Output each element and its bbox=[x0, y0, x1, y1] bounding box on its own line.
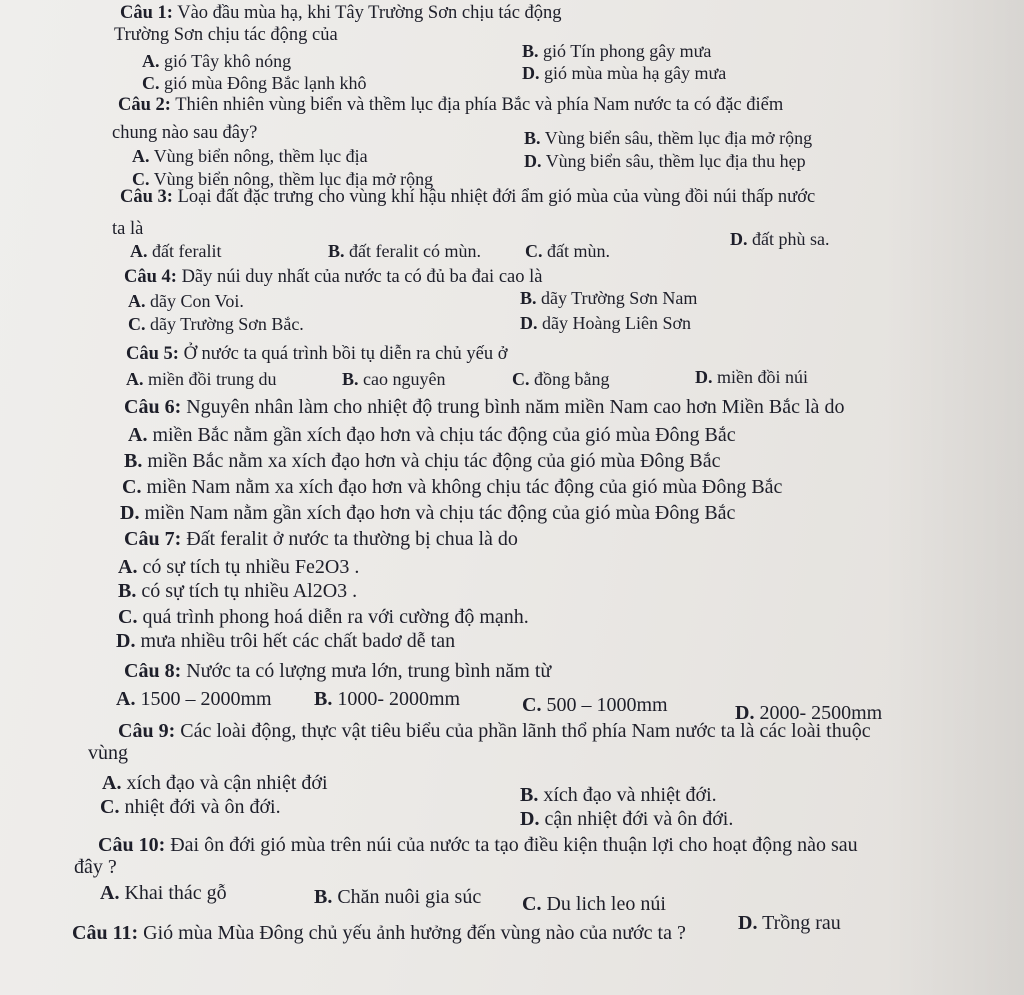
question-3-option-c[interactable]: C. đất mùn. bbox=[525, 241, 610, 261]
question-1-option-b[interactable]: B. gió Tín phong gây mưa bbox=[522, 41, 712, 61]
question-4-option-b[interactable]: B. dãy Trường Sơn Nam bbox=[520, 288, 698, 308]
question-3-option-b[interactable]: B. đất feralit có mùn. bbox=[328, 241, 481, 261]
question-3-line-2: ta là bbox=[112, 219, 144, 239]
question-9-line-2: vùng bbox=[88, 742, 128, 764]
question-2-option-d[interactable]: D. Vùng biển sâu, thềm lục địa thu hẹp bbox=[524, 151, 806, 171]
question-5-option-d[interactable]: D. miền đồi núi bbox=[695, 367, 808, 387]
question-2-stem: Thiên nhiên vùng biển và thềm lục địa phía Bắc và phía Nam nước ta có đặc điểm bbox=[175, 95, 784, 115]
question-1-line-2: Trường Sơn chịu tác động của bbox=[114, 25, 338, 45]
question-1-line-1 bbox=[120, 2, 562, 24]
question-8-option-b[interactable]: B. 1000- 2000mm bbox=[314, 688, 461, 710]
question-8-line-1 bbox=[124, 660, 551, 682]
question-5-number: Câu 5: bbox=[126, 344, 179, 364]
question-9-stem: Các loài động, thực vật tiêu biểu của phần lãnh thổ phía Nam nước ta là các loài thuộc bbox=[180, 720, 871, 742]
question-6-stem: Nguyên nhân làm cho nhiệt độ trung bình năm miền Nam cao hơn Miền Bắc là do bbox=[186, 396, 845, 418]
question-6-number: Câu 6: bbox=[124, 396, 182, 418]
question-4-number: Câu 4: bbox=[124, 267, 177, 287]
question-2-option-a[interactable]: A. Vùng biển nông, thềm lục địa bbox=[132, 146, 368, 166]
question-2-option-b[interactable]: B. Vùng biển sâu, thềm lục địa mở rộng bbox=[524, 128, 813, 148]
question-2-option-c[interactable]: C. Vùng biển nông, thềm lục địa mở rộng bbox=[132, 169, 434, 189]
question-10-option-c[interactable]: C. Du lich leo núi bbox=[522, 893, 666, 915]
question-9-number: Câu 9: bbox=[118, 720, 176, 742]
question-1-option-c[interactable]: C. gió mùa Đông Bắc lạnh khô bbox=[142, 73, 367, 93]
question-6-line-1 bbox=[124, 396, 844, 418]
question-7-option-c[interactable]: C. quá trình phong hoá diễn ra với cường độ mạnh. bbox=[118, 606, 529, 628]
question-9-option-d[interactable]: D. cận nhiệt đới và ôn đới. bbox=[520, 808, 734, 830]
question-3-option-a[interactable]: A. đất feralit bbox=[130, 241, 222, 261]
question-10-line-1 bbox=[98, 834, 858, 856]
question-2-line-1 bbox=[118, 94, 783, 116]
question-9-option-c[interactable]: C. nhiệt đới và ôn đới. bbox=[100, 796, 281, 818]
question-4-option-a[interactable]: A. dãy Con Voi. bbox=[128, 291, 244, 311]
question-6-option-a[interactable]: A. miền Bắc nằm gần xích đạo hơn và chịu tác động của gió mùa Đông Bắc bbox=[128, 424, 736, 446]
question-10-stem: Đai ôn đới gió mùa trên núi của nước ta tạo điều kiện thuận lợi cho hoạt động nào sau bbox=[170, 834, 858, 856]
question-5-option-a[interactable]: A. miền đồi trung du bbox=[126, 369, 277, 389]
question-9-line-1 bbox=[118, 720, 871, 742]
question-7-stem: Đất feralit ở nước ta thường bị chua là do bbox=[186, 528, 518, 550]
question-8-option-c[interactable]: C. 500 – 1000mm bbox=[522, 694, 668, 716]
question-11-stem: Gió mùa Mùa Đông chủ yếu ảnh hưởng đến vùng nào của nước ta ? bbox=[143, 922, 686, 944]
question-10-line-2: đây ? bbox=[74, 856, 117, 878]
question-7-option-a[interactable]: A. có sự tích tụ nhiều Fe2O3 . bbox=[118, 556, 360, 578]
question-7-option-d[interactable]: D. mưa nhiều trôi hết các chất badơ dễ tan bbox=[116, 630, 456, 652]
question-10-option-a[interactable]: A. Khai thác gỗ bbox=[100, 882, 227, 904]
question-8-number: Câu 8: bbox=[124, 660, 182, 682]
question-3-number: Câu 3: bbox=[120, 187, 173, 207]
question-10-option-b[interactable]: B. Chăn nuôi gia súc bbox=[314, 886, 482, 908]
question-9-option-b[interactable]: B. xích đạo và nhiệt đới. bbox=[520, 784, 717, 806]
question-1-stem: Vào đầu mùa hạ, khi Tây Trường Sơn chịu tác động bbox=[177, 3, 562, 23]
question-5-line-1 bbox=[126, 343, 508, 365]
question-4-stem: Dãy núi duy nhất của nước ta có đủ ba đai cao là bbox=[181, 267, 543, 287]
question-7-number: Câu 7: bbox=[124, 528, 182, 550]
question-5-option-c[interactable]: C. đồng bằng bbox=[512, 369, 610, 389]
question-10-number: Câu 10: bbox=[98, 834, 166, 856]
question-1-option-a[interactable]: A. gió Tây khô nóng bbox=[142, 51, 292, 71]
question-6-option-b[interactable]: B. miền Bắc nằm xa xích đạo hơn và chịu tác động của gió mùa Đông Bắc bbox=[124, 450, 721, 472]
question-8-stem: Nước ta có lượng mưa lớn, trung bình năm từ bbox=[186, 660, 552, 682]
page-shadow bbox=[884, 0, 1024, 995]
question-9-option-a[interactable]: A. xích đạo và cận nhiệt đới bbox=[102, 772, 328, 794]
question-3-line-1 bbox=[120, 186, 815, 208]
question-10-option-d[interactable]: D. Trồng rau bbox=[738, 912, 841, 934]
question-4-line-1 bbox=[124, 266, 542, 288]
question-11-line-1 bbox=[72, 922, 686, 944]
question-7-option-b[interactable]: B. có sự tích tụ nhiều Al2O3 . bbox=[118, 580, 358, 602]
question-3-option-d[interactable]: D. đất phù sa. bbox=[730, 229, 830, 249]
question-2-number: Câu 2: bbox=[118, 95, 171, 115]
question-3-stem: Loại đất đặc trưng cho vùng khí hậu nhiệt đới ẩm gió mùa của vùng đồi núi thấp nước bbox=[177, 187, 816, 207]
question-4-option-d[interactable]: D. dãy Hoàng Liên Sơn bbox=[520, 313, 691, 333]
question-2-line-2: chung nào sau đây? bbox=[112, 123, 258, 143]
question-5-stem: Ở nước ta quá trình bồi tụ diễn ra chủ yếu ở bbox=[183, 344, 508, 364]
question-7-line-1 bbox=[124, 528, 518, 550]
question-11-number: Câu 11: bbox=[72, 922, 139, 944]
question-4-option-c[interactable]: C. dãy Trường Sơn Bắc. bbox=[128, 314, 304, 334]
question-1-number: Câu 1: bbox=[120, 3, 173, 23]
question-8-option-d[interactable]: D. 2000- 2500mm bbox=[735, 702, 883, 724]
question-1-option-d[interactable]: D. gió mùa mùa hạ gây mưa bbox=[522, 63, 727, 83]
question-5-option-b[interactable]: B. cao nguyên bbox=[342, 369, 446, 389]
question-6-option-d[interactable]: D. miền Nam nằm gần xích đạo hơn và chịu tác động của gió mùa Đông Bắc bbox=[120, 502, 736, 524]
question-8-option-a[interactable]: A. 1500 – 2000mm bbox=[116, 688, 272, 710]
question-6-option-c[interactable]: C. miền Nam nằm xa xích đạo hơn và không chịu tác động của gió mùa Đông Bắc bbox=[122, 476, 783, 498]
